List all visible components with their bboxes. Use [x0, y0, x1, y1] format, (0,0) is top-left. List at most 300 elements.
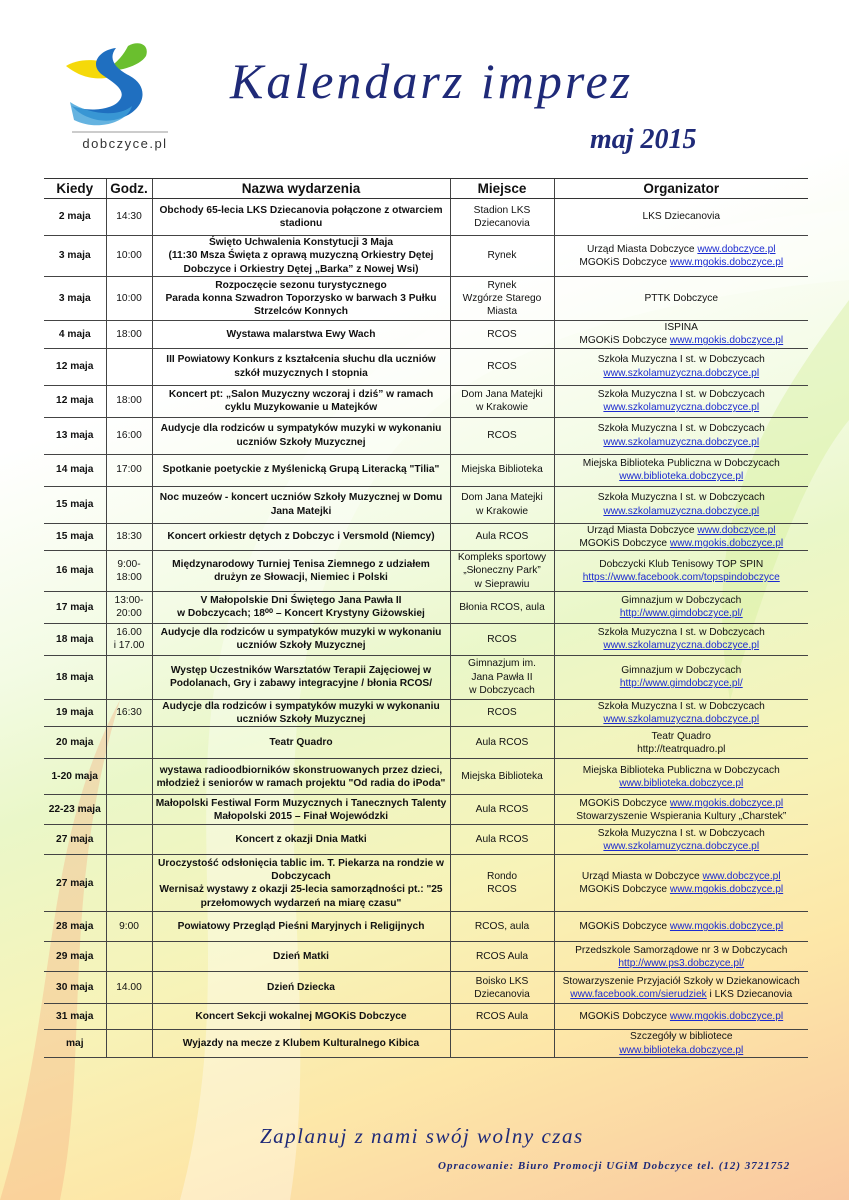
organizator-line: [557, 957, 807, 970]
cell-miejsce: [450, 855, 554, 912]
organizator-link[interactable]: www.szkolamuzyczna.dobczyce.pl: [603, 640, 760, 652]
cell-godz: [106, 912, 152, 942]
miejsce-line: RCOS: [487, 884, 517, 896]
organizator-line: [557, 677, 807, 690]
nazwa-line: Wyjazdy na mecze z Klubem Kulturalnego Kibica: [182, 1037, 420, 1049]
miejsce-line: w Krakowie: [475, 402, 529, 413]
cell-nazwa: [152, 623, 450, 655]
cell-kiedy: [44, 1004, 106, 1030]
cell-nazwa: [152, 236, 450, 277]
cell-godz: [106, 1004, 152, 1030]
godz-line: 9:00-: [117, 558, 141, 570]
cell-organizator: [554, 523, 808, 551]
kiedy-text: 18 maja: [56, 633, 94, 645]
nazwa-line: Wystawa malarstwa Ewy Wach: [226, 328, 376, 340]
kiedy-text: 15 maja: [56, 498, 94, 510]
cell-organizator: [554, 591, 808, 623]
organizator-text: Urząd Miasta Dobczyce: [586, 524, 698, 536]
nazwa-line: wystawa radioodbiorników skonstruowanych przez dzieci, młodzież i seniorów w ramach projektu "Od radia do iPoda": [156, 764, 446, 789]
organizator-text: Szkoła Muzyczna I st. w Dobczycach: [597, 627, 765, 638]
organizator-link[interactable]: www.szkolamuzyczna.dobczyce.pl: [603, 505, 760, 517]
cell-organizator: [554, 727, 808, 759]
miejsce-line: Rondo: [486, 871, 518, 882]
miejsce-line: RCOS: [487, 429, 517, 441]
godz-line: 14.00: [116, 982, 142, 994]
table-row: [44, 727, 808, 759]
cell-organizator: [554, 236, 808, 277]
cell-miejsce: [450, 385, 554, 417]
cell-miejsce: [450, 942, 554, 972]
organizator-line: [557, 743, 807, 756]
table-row: [44, 855, 808, 912]
cell-miejsce: [450, 1004, 554, 1030]
cell-organizator: [554, 825, 808, 855]
cell-nazwa: [152, 1004, 450, 1030]
cell-organizator: [554, 699, 808, 727]
organizator-text: Szkoła Muzyczna I st. w Dobczycach: [597, 354, 765, 366]
godz-line: 16:30: [116, 707, 142, 719]
cell-organizator: [554, 385, 808, 417]
organizator-line: [557, 571, 807, 584]
godz-line: 18:00: [116, 395, 142, 407]
godz-line: 18:00: [116, 571, 142, 583]
cell-kiedy: [44, 591, 106, 623]
table-row: [44, 912, 808, 942]
organizator-line: [557, 353, 807, 366]
organizator-line: [557, 334, 807, 347]
organizator-line: [557, 524, 807, 537]
cell-godz: [106, 759, 152, 795]
organizator-line: [557, 1010, 807, 1023]
organizator-link[interactable]: www.mgokis.dobczyce.pl: [669, 1011, 784, 1023]
miejsce-line: Aula RCOS: [475, 737, 529, 749]
cell-kiedy: [44, 486, 106, 523]
godz-line: 16.00: [116, 627, 142, 638]
cell-nazwa: [152, 825, 450, 855]
organizator-line: [557, 944, 807, 957]
miejsce-line: Gimnazjum im.: [468, 658, 536, 670]
organizator-text: MGOKiS Dobczyce: [579, 884, 670, 896]
cell-organizator: [554, 795, 808, 825]
cell-nazwa: [152, 277, 450, 321]
organizator-line: [557, 1044, 807, 1057]
miejsce-line: Rynek: [487, 250, 517, 262]
organizator-link[interactable]: www.dobczyce.pl: [697, 243, 776, 255]
cell-godz: [106, 551, 152, 592]
organizator-line: [557, 210, 807, 223]
cell-miejsce: [450, 623, 554, 655]
cell-miejsce: [450, 1030, 554, 1058]
cell-miejsce: [450, 486, 554, 523]
organizator-link[interactable]: www.mgokis.dobczyce.pl: [669, 335, 784, 347]
cell-godz: [106, 348, 152, 385]
cell-kiedy: [44, 942, 106, 972]
kiedy-text: 19 maja: [56, 707, 94, 719]
godz-line: 16:00: [116, 429, 142, 441]
cell-miejsce: [450, 199, 554, 236]
nazwa-line: Spotkanie poetyckie z Myślenicką Grupą Literacką "Tilia": [162, 464, 440, 476]
cell-nazwa: [152, 855, 450, 912]
cell-godz: [106, 727, 152, 759]
miejsce-line: „Słoneczny Park”: [463, 565, 541, 577]
column-header-kiedy: Kiedy: [44, 179, 106, 199]
kiedy-text: 27 maja: [56, 877, 94, 889]
nazwa-line: Koncert pt: „Salon Muzyczny wczoraj i dziś” w ramach cyklu Muzykowanie u Matejków: [168, 388, 434, 413]
column-header-miejsce: Miejsce: [450, 179, 554, 199]
cell-miejsce: [450, 321, 554, 349]
cell-nazwa: [152, 523, 450, 551]
miejsce-line: w Dobczycach: [469, 684, 535, 696]
table-row: [44, 417, 808, 454]
organizator-text: MGOKiS Dobczyce: [579, 537, 670, 549]
organizator-suffix: i LKS Dziecanovia: [706, 988, 793, 1000]
organizator-text: ISPINA: [664, 322, 698, 333]
miejsce-line: Dziecanovia: [474, 988, 530, 1000]
miejsce-line: RCOS: [487, 707, 517, 719]
organizator-line: [557, 639, 807, 652]
cell-miejsce: [450, 727, 554, 759]
organizator-text: Urząd Miasta w Dobczyce: [581, 871, 703, 882]
kiedy-text: maj: [65, 1037, 84, 1049]
miejsce-line: Jana Pawła II: [471, 671, 533, 683]
table-row: [44, 551, 808, 592]
nazwa-line: Koncert Sekcji wokalnej MGOKiS Dobczyce: [195, 1011, 407, 1023]
organizator-text: Przedszkole Samorządowe nr 3 w Dobczycach: [575, 944, 788, 956]
kiedy-text: 31 maja: [56, 1011, 94, 1023]
cell-miejsce: [450, 759, 554, 795]
organizator-line: [557, 700, 807, 713]
kiedy-text: 14 maja: [56, 464, 94, 476]
kiedy-text: 30 maja: [56, 982, 94, 994]
page-title: Kalendarz imprez: [230, 53, 634, 109]
kiedy-text: 4 maja: [58, 328, 91, 340]
cell-godz: [106, 655, 152, 699]
miejsce-line: Miasta: [486, 306, 517, 318]
kiedy-text: 3 maja: [58, 250, 91, 262]
cell-miejsce: [450, 912, 554, 942]
organizator-line: [557, 558, 807, 571]
cell-nazwa: [152, 795, 450, 825]
cell-nazwa: [152, 942, 450, 972]
cell-miejsce: [450, 655, 554, 699]
nazwa-line: Dzień Dziecka: [267, 982, 335, 994]
organizator-line: [557, 988, 807, 1001]
organizator-link[interactable]: www.biblioteka.dobczyce.pl: [619, 1044, 744, 1056]
cell-godz: [106, 523, 152, 551]
table-row: [44, 699, 808, 727]
organizator-text: Stowarzyszenie Wspierania Kultury „Charstek”: [576, 810, 787, 822]
cell-godz: [106, 825, 152, 855]
organizator-line: [557, 840, 807, 853]
cell-nazwa: [152, 199, 450, 236]
nazwa-line: Koncert z okazji Dnia Matki: [235, 834, 367, 846]
organizator-link[interactable]: www.szkolamuzyczna.dobczyce.pl: [603, 402, 760, 413]
organizator-link[interactable]: www.mgokis.dobczyce.pl: [669, 257, 784, 268]
organizator-link[interactable]: www.mgokis.dobczyce.pl: [669, 884, 784, 896]
organizator-link[interactable]: http://www.gimdobczyce.pl/: [619, 608, 743, 620]
cell-miejsce: [450, 348, 554, 385]
table-row: [44, 454, 808, 486]
nazwa-line: Teatr Quadro: [269, 737, 333, 749]
table-row: [44, 972, 808, 1004]
kiedy-text: 17 maja: [56, 601, 94, 613]
organizator-text: Gimnazjum w Dobczycach: [621, 595, 742, 606]
cell-kiedy: [44, 727, 106, 759]
miejsce-line: Aula RCOS: [475, 834, 529, 846]
kiedy-text: 13 maja: [56, 429, 94, 441]
miejsce-line: Dom Jana Matejki: [461, 388, 543, 400]
cell-godz: [106, 417, 152, 454]
cell-godz: [106, 486, 152, 523]
cell-nazwa: [152, 759, 450, 795]
godz-line: 10:00: [116, 292, 142, 304]
cell-kiedy: [44, 551, 106, 592]
events-table: [44, 178, 808, 1058]
table-body: [44, 199, 808, 1058]
godz-line: 20:00: [116, 608, 142, 620]
nazwa-line: Małopolski Festiwal Form Muzycznych i Tanecznych Talenty Małopolski 2015 – Finał Wojewódzki: [155, 797, 447, 822]
cell-nazwa: [152, 385, 450, 417]
cell-miejsce: [450, 277, 554, 321]
cell-godz: [106, 855, 152, 912]
cell-miejsce: [450, 417, 554, 454]
table-row: [44, 199, 808, 236]
cell-kiedy: [44, 417, 106, 454]
cell-nazwa: [152, 972, 450, 1004]
godz-line: 9:00: [119, 921, 139, 933]
organizator-link[interactable]: www.mgokis.dobczyce.pl: [669, 537, 784, 549]
organizator-line: [557, 470, 807, 483]
kiedy-text: 29 maja: [56, 951, 94, 963]
godz-line: i 17.00: [113, 640, 145, 652]
cell-nazwa: [152, 486, 450, 523]
cell-nazwa: [152, 727, 450, 759]
organizator-line: [557, 664, 807, 677]
organizator-text: Teatr Quadro: [651, 730, 711, 742]
cell-kiedy: [44, 199, 106, 236]
organizator-line: [557, 292, 807, 305]
miejsce-line: RCOS: [487, 328, 517, 340]
organizator-text: MGOKiS Dobczyce: [579, 335, 670, 347]
organizator-text: Miejska Biblioteka Publiczna w Dobczycach: [582, 764, 780, 776]
kiedy-text: 20 maja: [56, 737, 94, 749]
cell-kiedy: [44, 523, 106, 551]
cell-kiedy: [44, 972, 106, 1004]
table-row: [44, 236, 808, 277]
godz-line: 17:00: [116, 464, 142, 476]
organizator-line: [557, 388, 807, 401]
cell-miejsce: [450, 795, 554, 825]
organizator-line: [557, 256, 807, 269]
cell-organizator: [554, 655, 808, 699]
organizator-text: Dobczycki Klub Tenisowy TOP SPIN: [599, 558, 764, 570]
cell-kiedy: [44, 1030, 106, 1058]
cell-kiedy: [44, 759, 106, 795]
organizator-line: [557, 764, 807, 777]
table-row: [44, 591, 808, 623]
organizator-link[interactable]: www.szkolamuzyczna.dobczyce.pl: [603, 840, 760, 852]
cell-kiedy: [44, 385, 106, 417]
cell-miejsce: [450, 523, 554, 551]
organizator-line: [557, 457, 807, 470]
cell-organizator: [554, 277, 808, 321]
organizator-link[interactable]: www.szkolamuzyczna.dobczyce.pl: [603, 436, 760, 448]
footer-credit: Opracowanie: Biuro Promocji UGiM Dobczyce tel. (12) 3721752: [438, 1160, 791, 1172]
cell-nazwa: [152, 655, 450, 699]
cell-organizator: [554, 486, 808, 523]
organizator-text: MGOKiS Dobczyce: [579, 1011, 670, 1023]
godz-line: 14:30: [116, 211, 142, 223]
cell-kiedy: [44, 795, 106, 825]
organizator-line: [557, 730, 807, 743]
nazwa-line: Rozpoczęcie sezonu turystycznego: [215, 279, 387, 291]
nazwa-line: Międzynarodowy Turniej Tenisa Ziemnego z udziałem drużyn ze Słowacji, Niemiec i Polski: [172, 558, 430, 583]
cell-miejsce: [450, 591, 554, 623]
organizator-text: Stowarzyszenie Przyjaciół Szkoły w Dziekanowicach: [562, 975, 800, 987]
miejsce-line: Miejska Biblioteka: [461, 771, 543, 783]
cell-godz: [106, 1030, 152, 1058]
cell-godz: [106, 199, 152, 236]
nazwa-line: Wernisaż wystawy z okazji 25-lecia samorządności pt.: "25 przełomowych wydarzeń na miarę czasu": [159, 884, 443, 909]
organizator-link[interactable]: www.biblioteka.dobczyce.pl: [619, 777, 744, 789]
cell-organizator: [554, 321, 808, 349]
organizator-line: [557, 367, 807, 380]
cell-organizator: [554, 759, 808, 795]
nazwa-line: Koncert orkiestr dętych z Dobczyc i Versmold (Niemcy): [167, 531, 435, 543]
cell-kiedy: [44, 825, 106, 855]
organizator-line: [557, 537, 807, 550]
cell-organizator: [554, 1030, 808, 1058]
cell-nazwa: [152, 1030, 450, 1058]
cell-godz: [106, 385, 152, 417]
table-row: [44, 655, 808, 699]
organizator-text: Gimnazjum w Dobczycach: [621, 665, 742, 676]
table-row: [44, 486, 808, 523]
organizator-line: [557, 883, 807, 896]
organizator-text: MGOKiS Dobczyce: [579, 257, 670, 268]
cell-godz: [106, 972, 152, 1004]
cell-nazwa: [152, 417, 450, 454]
organizator-link[interactable]: http://www.ps3.dobczyce.pl/: [618, 957, 745, 969]
organizator-line: [557, 401, 807, 414]
organizator-link[interactable]: www.dobczyce.pl: [702, 871, 781, 882]
nazwa-line: V Małopolskie Dni Świętego Jana Pawła II: [200, 595, 402, 606]
cell-kiedy: [44, 623, 106, 655]
cell-kiedy: [44, 348, 106, 385]
godz-line: 18:00: [116, 328, 142, 340]
kiedy-text: 2 maja: [58, 211, 91, 223]
nazwa-line: III Powiatowy Konkurs z kształcenia słuchu dla uczniów szkół muzycznych I stopnia: [166, 354, 436, 379]
kiedy-text: 15 maja: [56, 531, 94, 543]
miejsce-line: RCOS Aula: [475, 951, 529, 963]
table-row: [44, 759, 808, 795]
organizator-text: Szkoła Muzyczna I st. w Dobczycach: [597, 700, 765, 712]
organizator-line: [557, 810, 807, 823]
organizator-text: Urząd Miasta Dobczyce: [586, 243, 698, 255]
column-header-nazwa: Nazwa wydarzenia: [152, 179, 450, 199]
organizator-link[interactable]: www.mgokis.dobczyce.pl: [669, 921, 784, 933]
cell-godz: [106, 321, 152, 349]
nazwa-line: Dzień Matki: [272, 951, 330, 963]
kiedy-text: 27 maja: [56, 834, 94, 846]
miejsce-line: Wzgórze Starego: [462, 292, 542, 304]
cell-godz: [106, 942, 152, 972]
organizator-line: [557, 436, 807, 449]
cell-organizator: [554, 199, 808, 236]
organizator-link[interactable]: www.biblioteka.dobczyce.pl: [619, 471, 744, 482]
table-row: [44, 1030, 808, 1058]
cell-godz: [106, 795, 152, 825]
nazwa-line: Noc muzeów - koncert uczniów Szkoły Muzycznej w Domu Jana Matejki: [159, 492, 443, 517]
cell-kiedy: [44, 236, 106, 277]
miejsce-line: RCOS: [487, 360, 517, 372]
nazwa-line: Powiatowy Przegląd Pieśni Maryjnych i Religijnych: [177, 921, 425, 933]
table-row: [44, 523, 808, 551]
organizator-link[interactable]: https://www.facebook.com/topspindobczyce: [582, 571, 780, 583]
miejsce-line: w Sieprawiu: [474, 578, 530, 590]
cell-organizator: [554, 942, 808, 972]
cell-nazwa: [152, 699, 450, 727]
organizator-link[interactable]: www.mgokis.dobczyce.pl: [669, 797, 784, 809]
nazwa-line: Parada konna Szwadron Toporzysko w barwach 3 Pułku Strzelców Konnych: [165, 292, 437, 318]
kiedy-text: 18 maja: [56, 671, 94, 683]
nazwa-line: Uroczystość odsłonięcia tablic im. T. Piekarza na rondzie w Dobczycach: [158, 857, 444, 882]
organizator-line: [557, 491, 807, 504]
organizator-link[interactable]: www.facebook.com/sierudziek: [570, 988, 707, 1000]
miejsce-line: Kompleks sportowy: [457, 552, 547, 563]
organizator-line: [557, 797, 807, 810]
cell-kiedy: [44, 699, 106, 727]
table-header-row: [44, 179, 808, 199]
column-header-organizator: Organizator: [554, 179, 808, 199]
organizator-text: Miejska Biblioteka Publiczna w Dobczycach: [582, 457, 780, 469]
organizator-line: [557, 713, 807, 726]
cell-kiedy: [44, 321, 106, 349]
cell-nazwa: [152, 551, 450, 592]
organizator-line: [557, 321, 807, 334]
cell-organizator: [554, 972, 808, 1004]
cell-organizator: [554, 855, 808, 912]
miejsce-line: RCOS: [487, 633, 517, 645]
kiedy-text: 22-23 maja: [48, 804, 101, 816]
organizator-text: LKS Dziecanovia: [642, 211, 721, 223]
organizator-link[interactable]: http://www.gimdobczyce.pl/: [619, 678, 743, 690]
miejsce-line: Boisko LKS: [475, 975, 529, 987]
organizator-link[interactable]: www.szkolamuzyczna.dobczyce.pl: [603, 367, 760, 379]
nazwa-line: Święto Uchwalenia Konstytucji 3 Maja: [209, 237, 393, 249]
cell-miejsce: [450, 972, 554, 1004]
page-subtitle: maj 2015: [590, 124, 697, 155]
godz-line: 13:00-: [114, 595, 144, 606]
organizator-line: [557, 777, 807, 790]
cell-kiedy: [44, 655, 106, 699]
organizator-link[interactable]: www.dobczyce.pl: [697, 524, 776, 536]
cell-organizator: [554, 1004, 808, 1030]
column-header-godz: Godz.: [106, 179, 152, 199]
miejsce-line: Aula RCOS: [475, 804, 529, 816]
cell-nazwa: [152, 912, 450, 942]
cell-godz: [106, 454, 152, 486]
cell-miejsce: [450, 825, 554, 855]
miejsce-line: Dom Jana Matejki: [461, 492, 543, 504]
organizator-link[interactable]: www.szkolamuzyczna.dobczyce.pl: [603, 714, 760, 725]
organizator-text: MGOKiS Dobczyce: [579, 797, 670, 809]
kiedy-text: 12 maja: [56, 395, 94, 407]
cell-godz: [106, 591, 152, 623]
nazwa-line: Obchody 65-lecia LKS Dziecanovia połączone z otwarciem stadionu: [159, 204, 443, 229]
cell-nazwa: [152, 321, 450, 349]
godz-line: 10:00: [116, 250, 142, 262]
